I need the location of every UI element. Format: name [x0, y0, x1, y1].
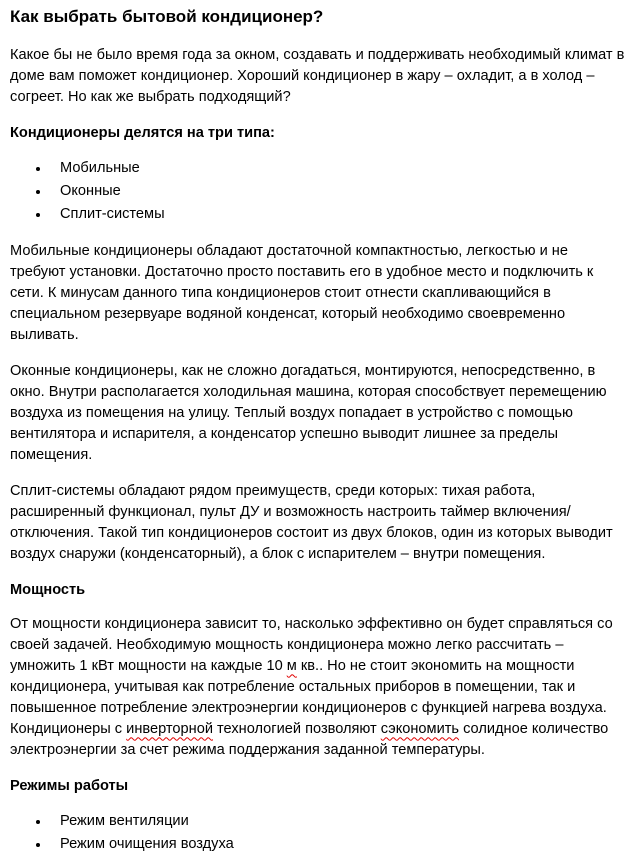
list-item: • Оконные	[50, 180, 626, 203]
types-list	[10, 157, 626, 226]
window-paragraph: Оконные кондиционеры, как не сложно догадаться, монтируются, непосредственно, в окно. Внутри располагается холодильная машина, которая способствует перемещению воздуха из помещения на улицу. Теплый воздух попадает в устройство с помощью вентилятора и испарителя, а конденсатор успешно выводит лишнее за пределы помещения.	[10, 363, 607, 464]
power-heading: Мощность	[10, 582, 86, 599]
text-segment: кв.. Но не стоит экономить на мощности кондиционера, учитывая как потребление остальных приборов в помещении, так и повышенное потребление электроэнергии кондиционеров с функцией нагрева воздуха. Кондиционеры с	[10, 658, 607, 738]
text-segment: От мощности кондиционера зависит то, насколько эффективно он будет справляться со своей задачей. Необходимую мощность кондиционера можно легко рассчитать – умножить 1 кВт мощности на каждые 10	[10, 616, 613, 675]
spell-error-word: инверторной	[126, 721, 213, 738]
text-segment: солидное количество электроэнергии за счет режима поддержания заданной температуры.	[10, 721, 609, 759]
modes-list	[10, 810, 626, 856]
list-item: • Сплит-системы	[50, 203, 626, 226]
list-item: • Режим очищения воздуха	[50, 833, 626, 856]
split-paragraph: Сплит-системы обладают рядом преимуществ, среди которых: тихая работа, расширенный функционал, пульт ДУ и возможность настроить таймер включения/отключения. Такой тип кондиционеров состоит из двух блоков, один из которых выводит воздух снаружи (конденсаторный), а блок с испарителем – внутри помещения.	[10, 483, 613, 563]
modes-heading: Режимы работы	[10, 778, 129, 795]
intro-paragraph: Какое бы не было время года за окном, создавать и поддерживать необходимый климат в доме вам поможет кондиционер. Хороший кондиционер в жару – охладит, а в холод – согреет. Но как же выбрать подходящий?	[10, 47, 625, 106]
spell-error-word: сэкономить	[380, 721, 460, 738]
power-paragraph	[10, 614, 626, 761]
types-heading: Кондиционеры делятся на три типа:	[10, 125, 275, 142]
mobile-paragraph: Мобильные кондиционеры обладают достаточной компактностью, легкостью и не требуют установки. Достаточно просто поставить его в удобное место и подключить к сети. К минусам данного типа кондиционеров стоит отнести скапливающийся в специальном резервуаре водяной конденсат, который необходимо своевременно выливать.	[10, 243, 594, 344]
list-item: • Мобильные	[50, 157, 626, 180]
article-title: Как выбрать бытовой кондиционер?	[10, 7, 324, 26]
text-segment: технологией позволяют	[212, 721, 381, 738]
spell-error-word: м	[286, 658, 297, 675]
list-item: • Режим вентиляции	[50, 810, 626, 833]
